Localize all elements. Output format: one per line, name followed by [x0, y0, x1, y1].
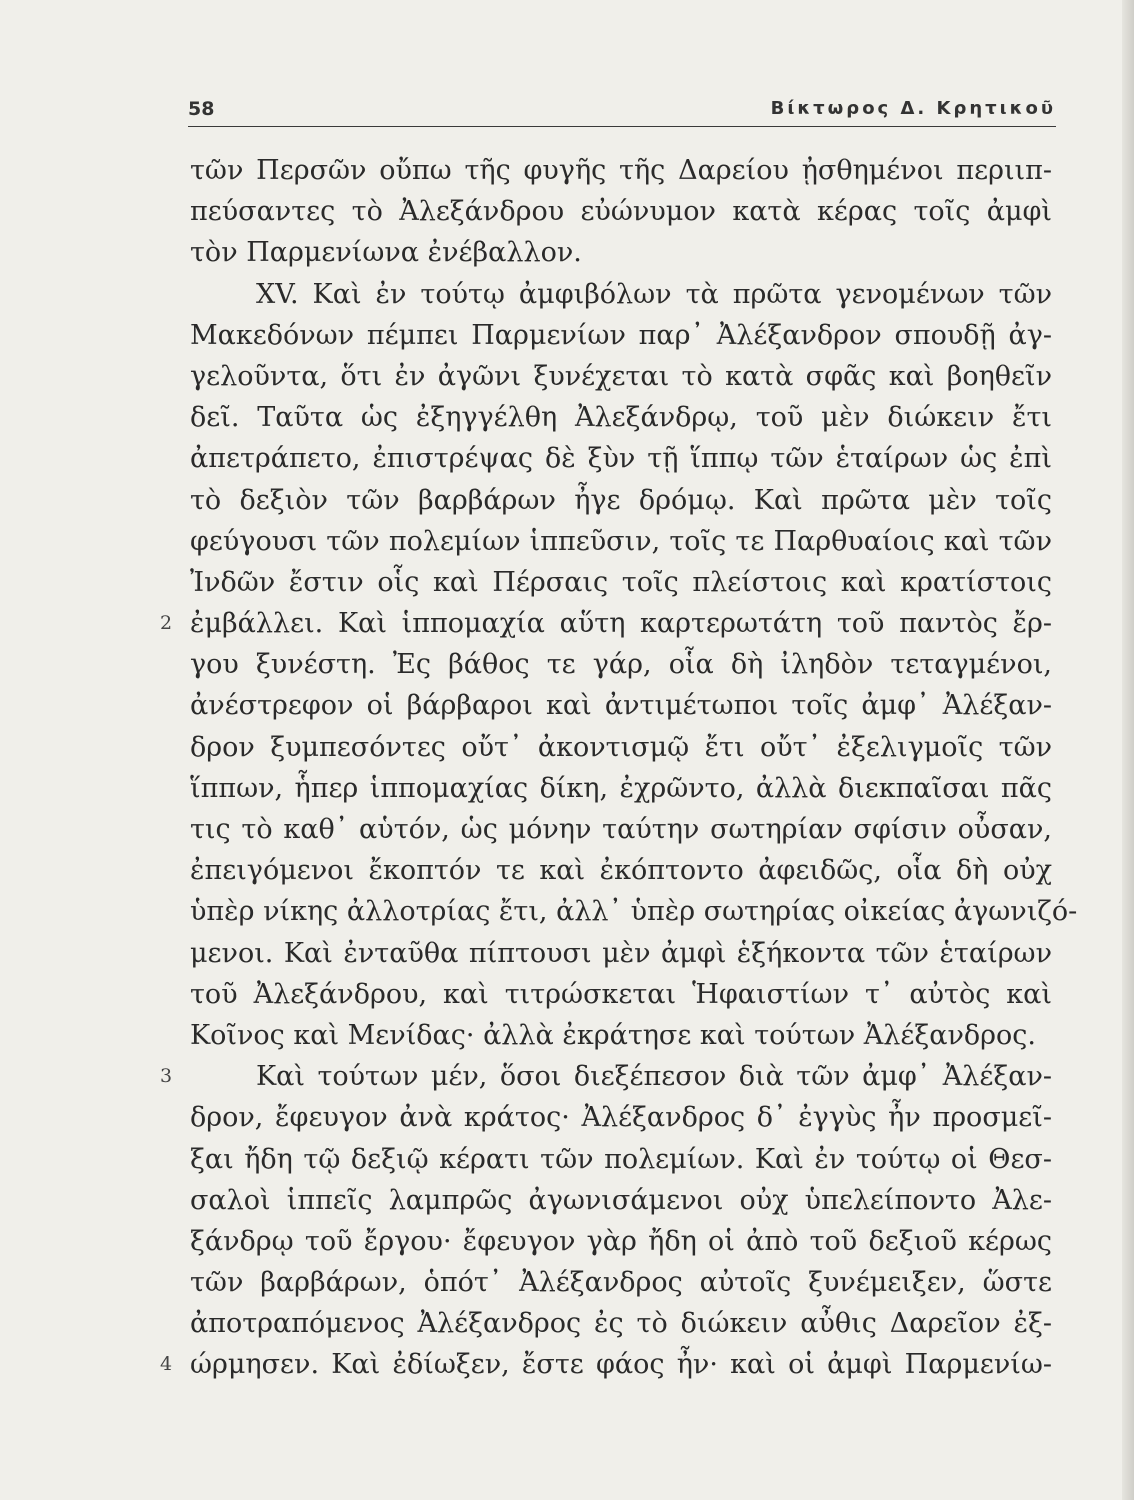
running-header — [188, 96, 1056, 127]
text-line: Ἰνδῶν ἔστιν οἷς καὶ Πέρσαις τοῖς πλείστοις καὶ κρατίστοις — [190, 566, 1052, 598]
running-head-title: Βίκτωρος Δ. Κρητικοῦ — [770, 98, 1056, 119]
text-line: τις τὸ καθ᾿ αὑτόν, ὡς μόνην ταύτην σωτηρίαν σφίσιν οὖσαν, — [190, 814, 1052, 845]
margin-number-2: 2 — [160, 612, 173, 635]
text-line: ἀποτραπόμενος Ἀλέξανδρος ἐς τὸ διώκειν αὖθις Δαρεῖον ἐξ- — [190, 1308, 1052, 1340]
text-line: γου ξυνέστη. Ἐς βάθος τε γάρ, οἷα δὴ ἰληδὸν τεταγμένοι, — [190, 649, 1052, 681]
body-text — [160, 150, 1078, 1386]
text-line: δρον, ἔφευγον ἀνὰ κράτος· Ἀλέξανδρος δ᾿ ἐγγὺς ἦν προσμεῖ- — [190, 1102, 1052, 1134]
margin-number-4: 4 — [160, 1353, 173, 1376]
text-line: γελοῦντα, ὅτι ἐν ἀγῶνι ξυνέχεται τὸ κατὰ σφᾶς καὶ βοηθεῖν — [190, 360, 1052, 392]
page-number: 58 — [188, 98, 215, 120]
text-line: ἵππων, ἧπερ ἱππομαχίας δίκη, ἐχρῶντο, ἀλλὰ διεκπαῖσαι πᾶς — [190, 772, 1052, 804]
text-line: ὑπὲρ νίκης ἀλλοτρίας ἔτι, ἀλλ᾿ ὑπὲρ σωτηρίας οἰκείας ἀγωνιζό- — [190, 896, 1078, 928]
text-line: τῶν Περσῶν οὔπω τῆς φυγῆς τῆς Δαρείου ᾐσθημένοι περιιπ- — [190, 155, 1052, 186]
text-line: τοῦ Ἀλεξάνδρου, καὶ τιτρώσκεται Ἡφαιστίων τ᾿ αὐτὸς καὶ — [190, 978, 1052, 1010]
text-line: ξαι ἤδη τῷ δεξιῷ κέρατι τῶν πολεμίων. Καὶ ἐν τούτῳ οἱ Θεσ- — [190, 1143, 1052, 1175]
text-line-content: Καὶ τούτων μέν, ὅσοι διεξέπεσον διὰ τῶν ἀμφ᾿ Ἀλέξαν- — [256, 1061, 1052, 1093]
text-line-numbered — [160, 1344, 1052, 1385]
text-line: φεύγουσι τῶν πολεμίων ἱππεῦσιν, τοῖς τε Παρθυαίοις καὶ τῶν — [190, 525, 1052, 557]
text-line-content: ώρμησεν. Καὶ ἐδίωξεν, ἔστε φάος ἦν· καὶ οἱ ἀμφὶ Παρμενίω- — [190, 1349, 1052, 1381]
text-line: ἐπειγόμενοι ἔκοπτόν τε καὶ ἐκόπτοντο ἀφειδῶς, οἷα δὴ οὐχ — [190, 855, 1052, 887]
text-line: ἀπετράπετο, ἐπιστρέψας δὲ ξὺν τῇ ἵππῳ τῶν ἑταίρων ὡς ἐπὶ — [190, 443, 1052, 475]
section-heading-line: XV. Καὶ ἐν τούτῳ ἀμφιβόλων τὰ πρῶτα γενομένων τῶν — [256, 278, 1052, 310]
text-line-content: ἐμβάλλει. Καὶ ἱππομαχία αὕτη καρτερωτάτη τοῦ παντὸς ἔρ- — [190, 608, 1052, 640]
text-line: πεύσαντες τὸ Ἀλεξάνδρου εὐώνυμον κατὰ κέρας τοῖς ἀμφὶ — [190, 196, 1052, 228]
text-line: Κοῖνος καὶ Μενίδας· ἀλλὰ ἐκράτησε καὶ τούτων Ἀλέξανδρος. — [190, 1019, 1036, 1051]
text-line: Μακεδόνων πέμπει Παρμενίων παρ᾿ Ἀλέξανδρον σπουδῇ ἀγ- — [190, 319, 1052, 351]
text-line: δρον ξυμπεσόντες οὔτ᾿ ἀκοντισμῷ ἔτι οὔτ᾿ ἐξελιγμοῖς τῶν — [190, 731, 1052, 763]
margin-number-3: 3 — [160, 1065, 173, 1088]
text-line-numbered — [160, 1056, 1052, 1097]
text-line: τῶν βαρβάρων, ὁπότ᾿ Ἀλέξανδρος αὐτοῖς ξυνέμειξεν, ὥστε — [190, 1267, 1052, 1299]
text-line: τὸν Παρμενίωνα ἐνέβαλλον. — [190, 237, 582, 269]
page-edge — [1122, 0, 1134, 1500]
text-line: ξάνδρῳ τοῦ ἔργου· ἔφευγον γὰρ ἤδη οἱ ἀπὸ τοῦ δεξιοῦ κέρως — [190, 1225, 1052, 1257]
text-line: σαλοὶ ἱππεῖς λαμπρῶς ἀγωνισάμενοι οὐχ ὑπελείποντο Ἀλε- — [190, 1184, 1052, 1216]
text-line: μενοι. Καὶ ἐνταῦθα πίπτουσι μὲν ἀμφὶ ἑξήκοντα τῶν ἑταίρων — [190, 937, 1052, 969]
text-line: δεῖ. Ταῦτα ὡς ἐξηγγέλθη Ἀλεξάνδρῳ, τοῦ μὲν διώκειν ἔτι — [190, 402, 1052, 434]
text-line: τὸ δεξιὸν τῶν βαρβάρων ἦγε δρόμῳ. Καὶ πρῶτα μὲν τοῖς — [190, 484, 1052, 516]
text-line: ἀνέστρεφον οἱ βάρβαροι καὶ ἀντιμέτωποι τοῖς ἀμφ᾿ Ἀλέξαν- — [190, 690, 1052, 722]
text-line-numbered — [160, 603, 1052, 644]
